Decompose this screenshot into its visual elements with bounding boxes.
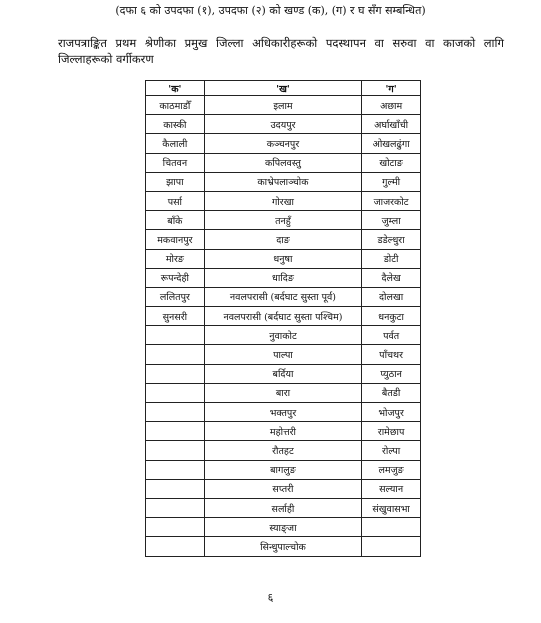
table-row [146,307,421,326]
table-row [146,287,421,306]
cell-kha: गोरखा [204,191,362,210]
cell-kha: दाङ [204,230,362,249]
table-row [146,403,421,422]
table-row [146,383,421,402]
cell-kha: सप्तरी [204,479,362,498]
cell-ka: रूपन्देही [146,268,205,287]
table-row [146,96,421,115]
cell-ka: मोरङ [146,249,205,268]
cell-kha: कञ्चनपुर [204,134,362,153]
cell-ga: खोटाङ [362,153,421,172]
table-row [146,479,421,498]
cell-ga: डोटी [362,249,421,268]
table-row [146,172,421,191]
cell-ka [146,537,205,556]
page-number: ६ [267,591,274,604]
cell-kha: महोत्तरी [204,422,362,441]
table-row [146,441,421,460]
table-row [146,268,421,287]
cell-ka [146,364,205,383]
cell-kha: इलाम [204,96,362,115]
document-heading: राजपत्राङ्कित प्रथम श्रेणीका प्रमुख जिल्ला अधिकारीहरूको पदस्थापन वा सरुवा वा काजको लागि जिल्लाहरूको वर्गीकरण [58,36,504,66]
cell-ka [146,326,205,345]
cell-ka: पर्सा [146,191,205,210]
cell-kha: काभ्रेपलाञ्चोक [204,172,362,191]
top-note: (दफा ६ को उपदफा (१), उपदफा (२) को खण्ड (क), (ग) र घ सँग सम्बन्धित) [115,4,426,17]
cell-ka: ललितपुर [146,287,205,306]
cell-ka: कास्की [146,115,205,134]
cell-ga: जुम्ला [362,211,421,230]
cell-kha: कपिलवस्तु [204,153,362,172]
table-header-row [146,81,421,96]
cell-ga: अर्घाखाँची [362,115,421,134]
table-row [146,134,421,153]
cell-kha: उदयपुर [204,115,362,134]
cell-kha: सिन्धुपाल्चोक [204,537,362,556]
cell-kha: बर्दिया [204,364,362,383]
cell-ka [146,498,205,517]
cell-ga: ओखलढुंगा [362,134,421,153]
cell-kha: बारा [204,383,362,402]
cell-kha: धनुषा [204,249,362,268]
cell-ka [146,518,205,537]
cell-kha: भक्तपुर [204,403,362,422]
cell-ga: पर्वत [362,326,421,345]
table-row [146,518,421,537]
cell-ka: झापा [146,172,205,191]
cell-ga: लमजुङ [362,460,421,479]
cell-ka [146,403,205,422]
cell-ga [362,518,421,537]
cell-ga: रामेछाप [362,422,421,441]
cell-ka [146,345,205,364]
column-header-kha: 'ख' [204,81,362,96]
cell-ga: सल्यान [362,479,421,498]
cell-kha: बागलुङ [204,460,362,479]
cell-ga: जाजरकोट [362,191,421,210]
cell-ka: मकवानपुर [146,230,205,249]
cell-ga: धनकुटा [362,307,421,326]
table-row [146,345,421,364]
cell-ka [146,479,205,498]
cell-ga: पाँचथर [362,345,421,364]
table-row [146,422,421,441]
table-row [146,364,421,383]
column-header-ga: 'ग' [362,81,421,96]
cell-ga: प्युठान [362,364,421,383]
cell-ka: सुनसरी [146,307,205,326]
table-row [146,191,421,210]
table-row [146,211,421,230]
cell-kha: नुवाकोट [204,326,362,345]
cell-kha: स्याङ्जा [204,518,362,537]
cell-ga: गुल्मी [362,172,421,191]
cell-ka: कैलाली [146,134,205,153]
table-row [146,498,421,517]
cell-ga: रोल्पा [362,441,421,460]
cell-kha: धादिङ [204,268,362,287]
table-row [146,230,421,249]
district-classification-table [145,80,421,557]
cell-ka: बाँके [146,211,205,230]
cell-kha: नवलपरासी (बर्दघाट सुस्ता पश्चिम) [204,307,362,326]
cell-ka [146,460,205,479]
cell-ka [146,383,205,402]
cell-ga: डडेल्धुरा [362,230,421,249]
table-row [146,249,421,268]
table-row [146,326,421,345]
column-header-ka: 'क' [146,81,205,96]
table-row [146,115,421,134]
table-row [146,153,421,172]
cell-ga [362,537,421,556]
table-row [146,460,421,479]
cell-kha: नवलपरासी (बर्दघाट सुस्ता पूर्व) [204,287,362,306]
cell-kha: तनहुँ [204,211,362,230]
table-row [146,537,421,556]
cell-ga: बैतडी [362,383,421,402]
cell-ka [146,441,205,460]
cell-ga: दैलेख [362,268,421,287]
cell-kha: सर्लाही [204,498,362,517]
cell-ga: संखुवासभा [362,498,421,517]
cell-ka [146,422,205,441]
cell-ka: काठमाडौँ [146,96,205,115]
cell-ka: चितवन [146,153,205,172]
cell-ga: भोजपुर [362,403,421,422]
cell-kha: रौतहट [204,441,362,460]
table-body [146,96,421,557]
cell-ga: दोलखा [362,287,421,306]
cell-kha: पाल्पा [204,345,362,364]
cell-ga: अछाम [362,96,421,115]
